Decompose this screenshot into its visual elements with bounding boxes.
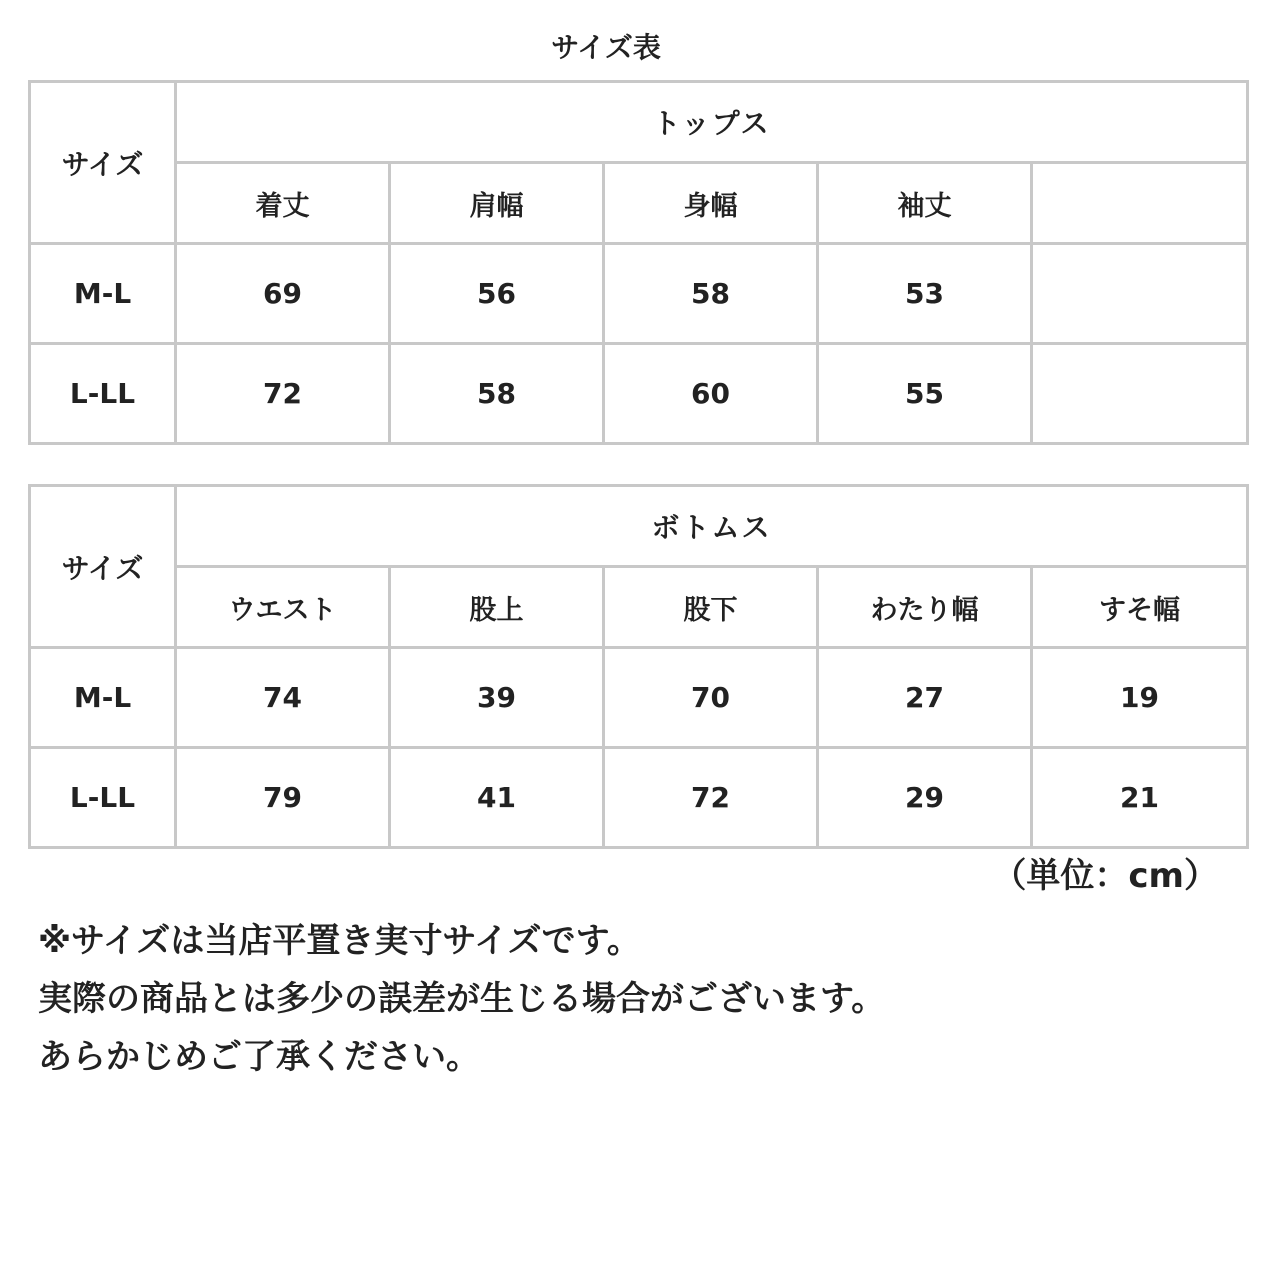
measurement-cell: 74: [176, 648, 390, 748]
tops-group-header: トップス: [176, 82, 1248, 163]
measurement-cell: 41: [390, 748, 604, 848]
column-header: 着丈: [176, 163, 390, 244]
measurement-cell: 72: [604, 748, 818, 848]
measurement-cell: 60: [604, 344, 818, 444]
measurement-cell: [1032, 244, 1248, 344]
tops-size-table: [28, 80, 1249, 445]
column-header: ウエスト: [176, 567, 390, 648]
table-row: [30, 748, 1248, 848]
measurement-cell: 27: [818, 648, 1032, 748]
bottoms-size-table: [28, 484, 1249, 849]
size-name-cell: M-L: [30, 244, 176, 344]
measurement-cell: 39: [390, 648, 604, 748]
column-header: 袖丈: [818, 163, 1032, 244]
note-line: あらかじめご了承ください。: [38, 1037, 480, 1077]
column-header: 股下: [604, 567, 818, 648]
table-row: [30, 344, 1248, 444]
column-header: [1032, 163, 1248, 244]
size-name-cell: L-LL: [30, 344, 176, 444]
measurement-cell: 58: [604, 244, 818, 344]
unit-note: （単位：cm）: [992, 856, 1218, 896]
column-header: すそ幅: [1032, 567, 1248, 648]
column-header: わたり幅: [818, 567, 1032, 648]
size-name-cell: L-LL: [30, 748, 176, 848]
measurement-cell: 79: [176, 748, 390, 848]
measurement-cell: 53: [818, 244, 1032, 344]
note-line: ※サイズは当店平置き実寸サイズです。: [38, 921, 641, 961]
notes-block: [38, 912, 885, 1086]
measurement-cell: 55: [818, 344, 1032, 444]
table-row: [30, 648, 1248, 748]
measurement-cell: 58: [390, 344, 604, 444]
measurement-cell: 70: [604, 648, 818, 748]
column-header: 肩幅: [390, 163, 604, 244]
measurement-cell: 29: [818, 748, 1032, 848]
measurement-cell: 19: [1032, 648, 1248, 748]
note-line: 実際の商品とは多少の誤差が生じる場合がございます。: [38, 979, 886, 1019]
size-column-header: サイズ: [30, 486, 176, 648]
size-column-header: サイズ: [30, 82, 176, 244]
table-row: [30, 244, 1248, 344]
measurement-cell: 72: [176, 344, 390, 444]
measurement-cell: 21: [1032, 748, 1248, 848]
measurement-cell: [1032, 344, 1248, 444]
measurement-cell: 56: [390, 244, 604, 344]
size-name-cell: M-L: [30, 648, 176, 748]
column-header: 股上: [390, 567, 604, 648]
page-title: サイズ表: [551, 31, 661, 64]
measurement-cell: 69: [176, 244, 390, 344]
column-header: 身幅: [604, 163, 818, 244]
bottoms-group-header: ボトムス: [176, 486, 1248, 567]
